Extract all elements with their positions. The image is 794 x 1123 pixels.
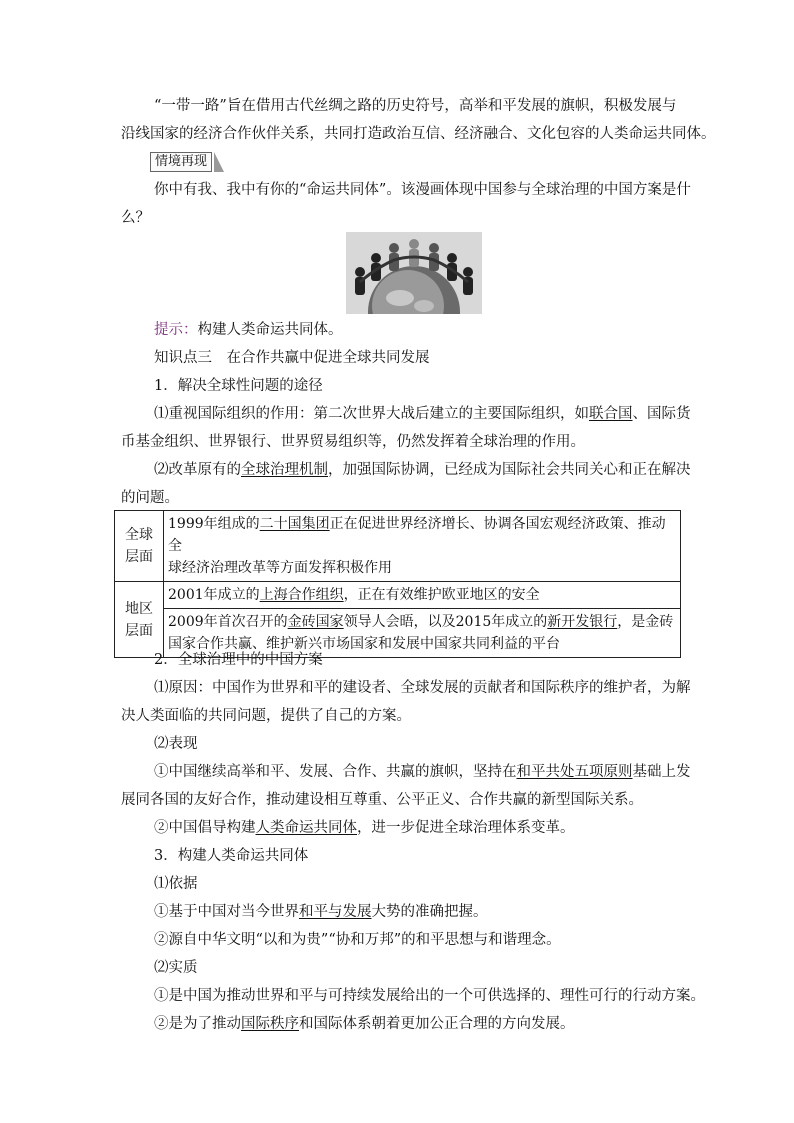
table-cell-region-1 [164, 582, 681, 609]
text-span: ，加强国际协调，已经成为国际社会共同关心和正在解决 [328, 462, 691, 478]
text-span: ，正在有效维护欧亚地区的安全 [343, 587, 540, 603]
reason-line-2: 决人类面临的共同问题，提供了自己的方案。 [121, 708, 411, 724]
underlined-term: 和平共处五项原则 [516, 764, 633, 780]
table-head-global [115, 511, 164, 582]
text-span: ①中国继续高举和平、发展、合作、共赢的旗帜，坚持在 [154, 764, 517, 780]
scenario-tag-corner [214, 152, 224, 172]
scenario-tag: 情境再现 [150, 152, 212, 172]
essence-1-line: ①是中国为推动世界和平与可持续发展给出的一个可供选择的、理性可行的行动方案。 [154, 988, 705, 1004]
table-head-region [115, 582, 164, 658]
underlined-term: 国际秩序 [241, 1016, 299, 1032]
performance-2-line [154, 818, 575, 838]
table-row [115, 582, 681, 609]
point-1-1-line-2: 币基金组织、世界银行、世界贸易组织等，仍然发挥着全球治理的作用。 [121, 434, 585, 450]
head-text: 层面 [125, 622, 153, 639]
question-line-2: 么？ [121, 210, 150, 226]
performance-1-line-2: 展同各国的友好合作，推动建设相互尊重、公平正义、合作共赢的新型国际关系。 [121, 792, 643, 808]
part-3-title: 3．构建人类命运共同体 [154, 848, 309, 864]
basis-1-line [154, 902, 488, 922]
essence-2-line [154, 1014, 575, 1034]
essence-title: ⑵实质 [154, 960, 198, 976]
underlined-term: 全球治理机制 [241, 462, 328, 478]
hint-line [154, 320, 343, 340]
question-line-1: 你中有我、我中有你的“命运共同体”。该漫画体现中国参与全球治理的中国方案是什 [154, 182, 691, 198]
text-span: ①基于中国对当今世界 [154, 904, 299, 920]
text-span: ，进一步促进全球治理体系变革。 [357, 820, 575, 836]
text-span: ②是为了推动 [154, 1016, 241, 1032]
hint-label: 提示： [154, 322, 198, 338]
underlined-term: 人类命运共同体 [255, 820, 357, 836]
underlined-term: 金砖国家 [287, 614, 344, 630]
text-span: 基础上发 [632, 764, 691, 780]
basis-title: ⑴依据 [154, 876, 198, 892]
underlined-term: 上海合作组织 [259, 587, 344, 603]
text-span: 正在促进世界经济增长、协调各国宏观经济政策、推动全 [168, 516, 666, 554]
head-text: 全球 [125, 527, 153, 543]
intro-line-2: 沿线国家的经济合作伙伴关系，共同打造政治互信、经济融合、文化包容的人类命运共同体。 [121, 126, 716, 142]
part-2-title: 2．全球治理中的中国方案 [154, 652, 323, 668]
basis-2-line: ②源自中华文明“以和为贵”“协和万邦”的和平思想与和谐理念。 [154, 932, 561, 948]
reason-line-1: ⑴原因：中国作为世界和平的建设者、全球发展的贡献者和国际秩序的维护者，为解 [154, 680, 691, 696]
section-3-title: 知识点三 在合作共赢中促进全球共同发展 [154, 350, 430, 366]
text-span: 1999年组成的 [168, 516, 260, 532]
point-1-1-line-1 [154, 404, 691, 424]
text-span: 2001年成立的 [168, 587, 260, 603]
text-span: 、国际货 [632, 406, 691, 422]
point-1-2-line-2: 的问题。 [121, 490, 179, 506]
text-span: 2009年首次召开的 [168, 614, 288, 630]
text-span: 大势的准确把握。 [371, 904, 488, 920]
head-text: 地区 [125, 600, 153, 617]
table-cell-global [164, 511, 681, 582]
governance-table [114, 510, 681, 658]
performance-title: ⑵表现 [154, 736, 198, 752]
underlined-term: 新开发银行 [547, 614, 618, 630]
text-span: ⑵改革原有的 [154, 462, 241, 478]
point-1-2-line-1 [154, 460, 691, 480]
text-span: 国家合作共赢、维护新兴市场国家和发展中国家共同利益的平台 [168, 636, 560, 652]
text-span: ②中国倡导构建 [154, 820, 256, 836]
performance-1-line-1 [154, 762, 691, 782]
intro-line-1: “一带一路”旨在借用古代丝绸之路的历史符号，高举和平发展的旗帜，积极发展与 [154, 98, 677, 114]
table-row [115, 511, 681, 582]
underlined-term: 和平与发展 [299, 904, 372, 920]
underlined-term: 联合国 [589, 406, 633, 422]
text-span: 球经济治理改革等方面发挥积极作用 [168, 560, 392, 576]
text-span: ，是金砖 [617, 614, 674, 630]
text-span: ⑴重视国际组织的作用：第二次世界大战后建立的主要国际组织，如 [154, 406, 589, 422]
section-3-point-1-title: 1．解决全球性问题的途径 [154, 378, 323, 394]
text-span: 和国际体系朝着更加公正合理的方向发展。 [299, 1016, 575, 1032]
head-text: 层面 [125, 549, 153, 565]
hint-text: 构建人类命运共同体。 [197, 322, 343, 338]
globe-people-illustration [346, 232, 482, 314]
underlined-term: 二十国集团 [259, 516, 330, 532]
text-span: 领导人会晤，以及2015年成立的 [343, 614, 548, 630]
